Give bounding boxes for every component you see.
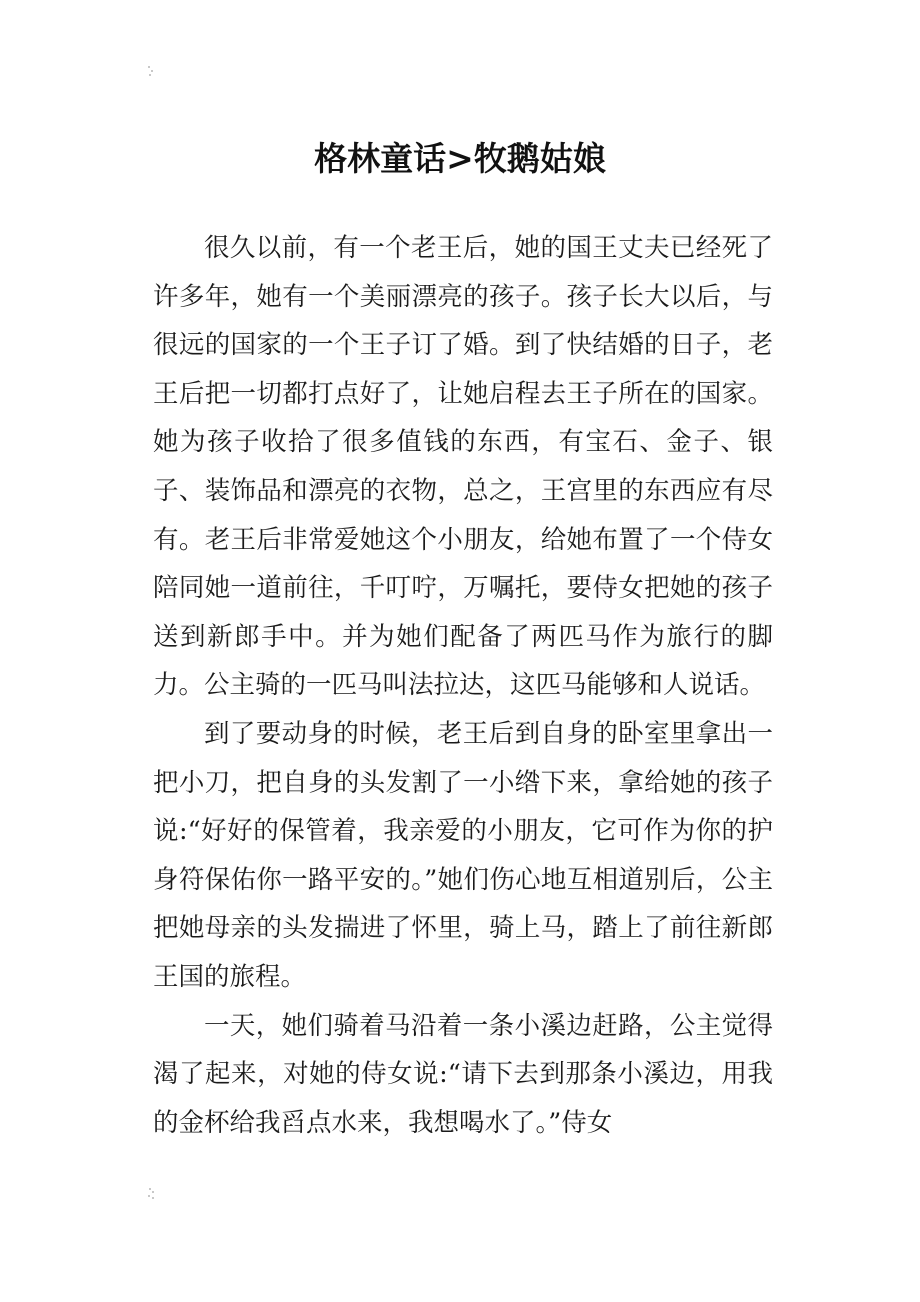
corner-crop-mark	[146, 1186, 156, 1200]
paragraph: 很久以前，有一个老王后，她的国王丈夫已经死了许多年，她有一个美丽漂亮的孩子。孩子长大以后，与很远的国家的一个王子订了婚。到了快结婚的日子，老王后把一切都打点好了，让她启程去王子所在的国家。她为孩子收拾了很多值钱的东西，有宝石、金子、银子、装饰品和漂亮的衣物，总之，王宫里的东西应有尽有。老王后非常爱她这个小朋友，给她布置了一个侍女陪同她一道前往，千叮咛，万嘱托，要侍女把她的孩子送到新郎手中。并为她们配备了两匹马作为旅行的脚力。公主骑的一匹马叫法拉达，这匹马能够和人说话。	[153, 233, 773, 701]
paragraph: 一天，她们骑着马沿着一条小溪边赶路，公主觉得渴了起来，对她的侍女说:“请下去到那条小溪边，用我的金杯给我舀点水来，我想喝水了。”侍女	[153, 1010, 773, 1138]
paragraph: 到了要动身的时候，老王后到自身的卧室里拿出一把小刀，把自身的头发割了一小绺下来，拿给她的孩子说:“好好的保管着，我亲爱的小朋友，它可作为你的护身符保佑你一路平安的。”她们伤心地互相道别后，公主把她母亲的头发揣进了怀里，骑上马，踏上了前往新郎王国的旅程。	[153, 718, 773, 992]
corner-crop-mark	[146, 64, 156, 78]
document-title: 格林童话>牧鹅姑娘	[314, 139, 606, 179]
document-body	[153, 224, 773, 1147]
